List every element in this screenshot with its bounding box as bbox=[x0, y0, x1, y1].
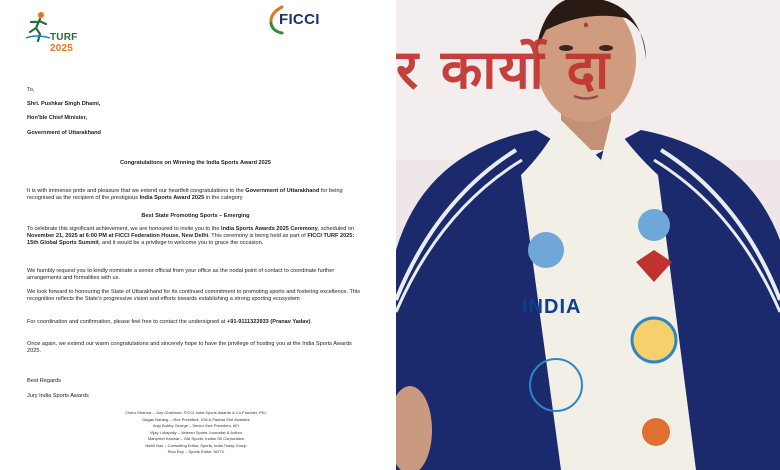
signatory: Cheru Sharma – Jury Chairman, FICCI India Sports Awards & Co-Founder, PKL bbox=[125, 410, 267, 415]
p2-date-venue: November 21, 2025 at 6:00 PM at FICCI Federation House, New Delhi bbox=[27, 233, 209, 239]
p2-text-4: , and it would be a privilege to welcome you to grace the occasion. bbox=[98, 240, 264, 246]
paragraph-congratulations bbox=[27, 188, 364, 202]
p2-text-3: . This ceremony is being held as part of bbox=[208, 233, 308, 239]
signatory: Anju Bobby George – Senior Vice President, AFI bbox=[153, 423, 239, 428]
salutation-to: To, bbox=[27, 87, 35, 93]
paragraph-honouring: We look forward to honouring the State of Uttarakhand for its continued commitment to promoting sports and fostering excellence. This recognition reflects the State's progressive vision and efforts towards establishing a strong sporting ecosystem bbox=[27, 289, 361, 302]
jury-signature: Jury India Sports Awards bbox=[27, 393, 89, 399]
paragraph-closing: Once again, we extend our warm congratulations and sincerely hope to have the privilege of hosting you at the India Sports Awards 2025. bbox=[27, 341, 352, 354]
award-category: Best State Promoting Sports – Emerging bbox=[141, 213, 250, 219]
paragraph-invitation bbox=[27, 226, 364, 247]
signatory-list bbox=[40, 410, 352, 456]
turf-word: TURF bbox=[50, 32, 78, 43]
addressee-org: Government of Uttarakhand bbox=[27, 130, 101, 136]
signatory: Vijay Lokapally – Veteran Sports Journalist & Author bbox=[149, 429, 243, 435]
p1-award: India Sports Award 2025 bbox=[139, 195, 205, 201]
addressee-name: Shri. Pushkar Singh Dhami, bbox=[27, 101, 101, 107]
p2-text: To celebrate this significant achievement, we are honoured to invite you to the bbox=[27, 226, 222, 232]
p2-ceremony: India Sports Awards 2025 Ceremony bbox=[221, 226, 318, 232]
turf-year: 2025 bbox=[50, 43, 74, 54]
p1-text: It is with immense pride and pleasure that we extend our heartfelt congratulations to the bbox=[27, 188, 246, 194]
ficci-wordmark: FICCI bbox=[279, 11, 320, 28]
closing-regards: Best Regards bbox=[27, 378, 61, 384]
banner-text: र कार्यो दा bbox=[396, 37, 612, 101]
p1-govt: Government of Uttarakhand bbox=[245, 188, 320, 194]
contact-number: +91-9111323933 (Pranav Yadav) bbox=[226, 319, 311, 325]
paragraph-nomination: We humbly request you to kindly nominate a senior official from your office as the nodal point of contact to coordinate further arrangements and formalities with us. bbox=[27, 268, 335, 281]
p2-summit: FICCI TURF 2025: 15th Global Sports Summit bbox=[27, 233, 355, 246]
signatory: Gagan Narang – Vice President, IOA & Padma Shri Awardee bbox=[142, 416, 250, 422]
p5-text-2: . bbox=[310, 319, 312, 325]
signatory: Manpreet Kanwar – GM Sports, Indian Oil Corporation bbox=[147, 436, 245, 441]
ficci-logo bbox=[268, 2, 318, 42]
p2-text-2: , scheduled on bbox=[317, 226, 355, 232]
paragraph-contact bbox=[27, 319, 364, 326]
signatory: Nikhil Naz – Consulting Editor, Sports, India Today Group bbox=[145, 442, 247, 448]
award-recipient-photo bbox=[396, 0, 780, 470]
p5-text: For coordination and confirmation, please feel free to contact the undersigned at bbox=[27, 319, 227, 325]
turf-2025-logo bbox=[24, 8, 90, 54]
letter-subject: Congratulations on Winning the India Sports Award 2025 bbox=[120, 160, 271, 166]
addressee-title: Hon'ble Chief Minister, bbox=[27, 115, 88, 121]
stole-india-text: INDIA bbox=[522, 296, 582, 318]
signatory: Rica Roy – Sports Editor, NDTV bbox=[167, 449, 225, 454]
p1-text-3: in the category bbox=[204, 195, 243, 201]
p1-text-2: for being recognised as the recipient of the prestigious bbox=[27, 188, 343, 201]
